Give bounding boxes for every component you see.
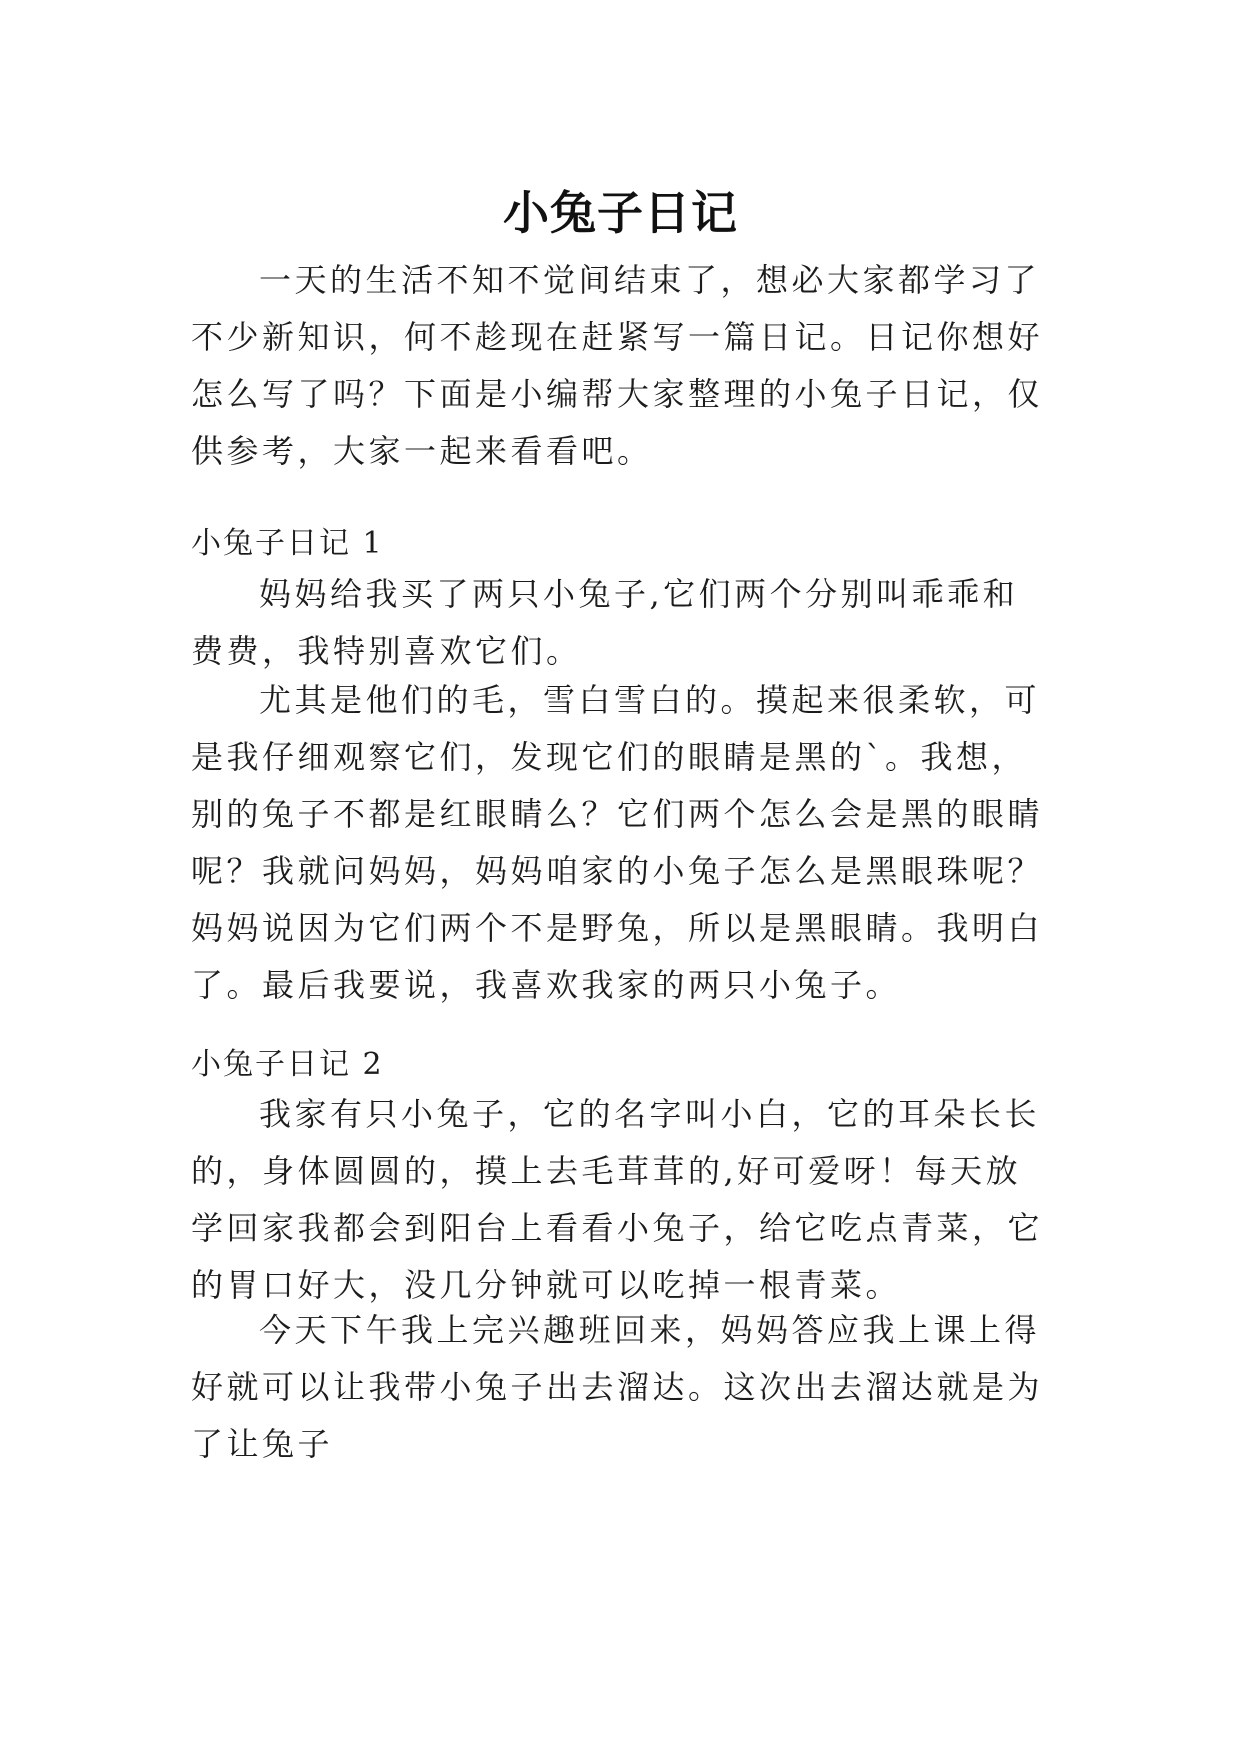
section-heading-1: 小兔子日记 1 [191,526,384,561]
section-heading-2: 小兔子日记 2 [191,1047,384,1082]
section-2-paragraph-2: 今天下午我上完兴趣班回来，妈妈答应我上课上得好就可以让我带小兔子出去溜达。这次出去溜达就是为了让兔子 [191,1311,1044,1463]
section-2-paragraph-1: 我家有只小兔子，它的名字叫小白，它的耳朵长长的，身体圆圆的，摸上去毛茸茸的,好可爱呀！每天放学回家我都会到阳台上看看小兔子，给它吃点青菜，它的胃口好大，没几分钟就可以吃掉一根青菜。 [191,1095,1044,1304]
section-1-paragraph-2: 尤其是他们的毛，雪白雪白的。摸起来很柔软，可是我仔细观察它们，发现它们的眼睛是黑的`。我想，别的兔子不都是红眼睛么？它们两个怎么会是黑的眼睛呢？我就问妈妈，妈妈咱家的小兔子怎么是黑眼珠呢？妈妈说因为它们两个不是野兔，所以是黑眼睛。我明白了。最后我要说，我喜欢我家的两只小兔子。 [191,681,1044,1004]
document-title: 小兔子日记 [503,185,738,240]
intro-paragraph: 一天的生活不知不觉间结束了，想必大家都学习了不少新知识，何不趁现在赶紧写一篇日记。日记你想好怎么写了吗？下面是小编帮大家整理的小兔子日记，仅供参考，大家一起来看看吧。 [191,261,1044,470]
section-1-paragraph-1: 妈妈给我买了两只小兔子,它们两个分别叫乖乖和费费，我特别喜欢它们。 [191,575,1019,670]
